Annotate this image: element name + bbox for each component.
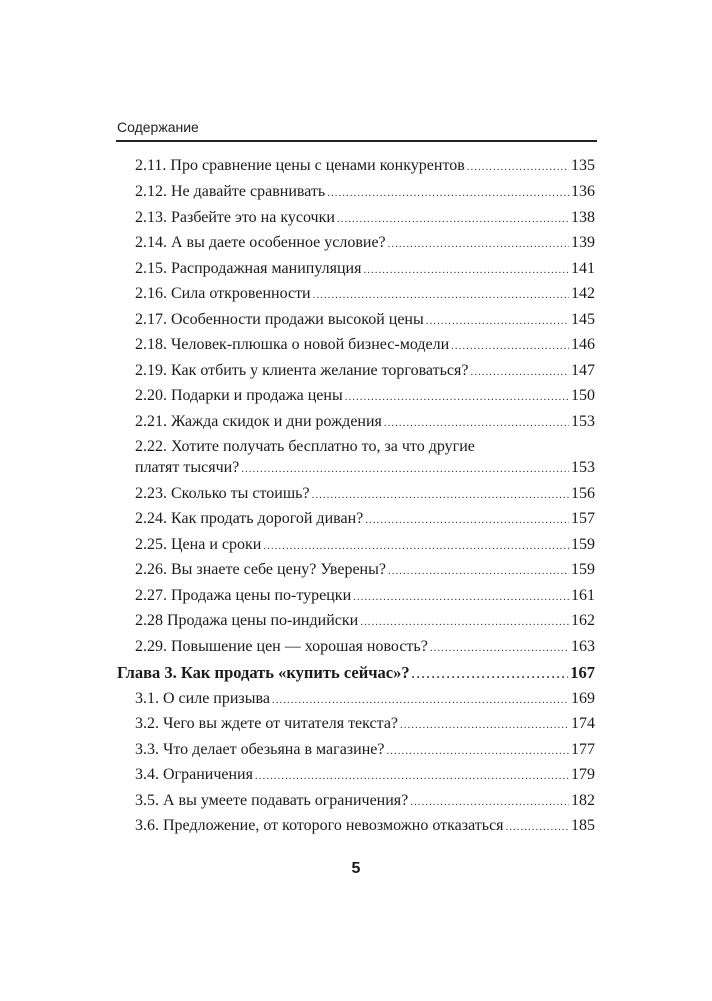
toc-entry-title: 2.17. Особенности продажи высокой цены: [135, 311, 424, 328]
toc-entry[interactable]: [135, 816, 595, 836]
leader-dots: [365, 509, 569, 529]
toc-entry-title: 3.4. Ограничения: [135, 766, 253, 783]
toc-entry-page: 146: [571, 336, 595, 353]
toc-entry-page: 182: [571, 792, 595, 809]
leader-dots: [451, 335, 569, 355]
toc-entry[interactable]: [135, 689, 595, 709]
leader-dots: [426, 310, 569, 330]
toc-chapter-title: Глава 3. Как продать «купить сейчас»?: [117, 663, 410, 682]
toc-entry-title: 2.14. А вы даете особенное условие?: [135, 234, 386, 251]
leader-dots: [384, 412, 569, 432]
toc-entry-title-line1: 2.22. Хотите получать бесплатно то, за что другие: [135, 438, 475, 455]
toc-entry[interactable]: [135, 740, 595, 760]
toc-entry[interactable]: [135, 386, 595, 406]
toc-entry-title: 2.20. Подарки и продажа цены: [135, 387, 343, 404]
leader-dots: [360, 611, 569, 631]
toc-entry-title: 2.12. Не давайте сравнивать: [135, 183, 326, 200]
toc-entry-title: 2.16. Сила откровенности: [135, 285, 311, 302]
toc-entry-page: 161: [571, 587, 595, 604]
toc-entry-title: 2.19. Как отбить у клиента желание торговаться?: [135, 362, 469, 379]
toc-entry-title: платят тысячи?: [135, 459, 240, 476]
toc-entry-page: 135: [571, 157, 595, 174]
toc-entry-title: 2.25. Цена и сроки: [135, 536, 262, 553]
toc-entry[interactable]: [135, 535, 595, 555]
toc-entry-page: 141: [571, 260, 595, 277]
toc-entry-title: 2.29. Повышение цен — хорошая новость?: [135, 638, 428, 655]
toc-entry[interactable]: [135, 509, 595, 529]
toc-entry-title: 2.27. Продажа цены по-турецки: [135, 587, 352, 604]
leader-dots: [312, 484, 569, 504]
leader-dots: [467, 156, 569, 176]
toc-entry-page: 162: [571, 612, 595, 629]
leader-dots: [345, 386, 569, 406]
toc-entry-page: 156: [571, 485, 595, 502]
toc-entry[interactable]: [135, 310, 595, 330]
toc-entry[interactable]: [135, 637, 595, 657]
leader-dots: [327, 182, 569, 202]
toc-entry-page: 147: [571, 362, 595, 379]
leader-dots: [386, 740, 569, 760]
toc-entry-title: 2.13. Разбейте это на кусочки: [135, 209, 335, 226]
toc-entry[interactable]: [135, 714, 595, 734]
leader-dots: [272, 689, 569, 709]
toc-entry-title: 2.23. Сколько ты стоишь?: [135, 485, 310, 502]
leader-dots: [470, 361, 569, 381]
leader-dots: [353, 586, 569, 606]
toc-entry-title: 2.26. Вы знаете себе цену? Уверены?: [135, 561, 386, 578]
toc-entry[interactable]: [135, 233, 595, 253]
toc-entry[interactable]: [135, 560, 595, 580]
toc-entry-title: 2.11. Про сравнение цены с ценами конкурентов: [135, 157, 465, 174]
toc-entry[interactable]: [135, 335, 595, 355]
toc-entry-page: 145: [571, 311, 595, 328]
toc-entry-title: 2.15. Распродажная манипуляция: [135, 260, 362, 277]
toc-entry-page: 139: [571, 234, 595, 251]
leader-dots: [410, 791, 569, 811]
toc-entry-page: 169: [571, 690, 595, 707]
toc-entry-title: 3.2. Чего вы ждете от читателя текста?: [135, 715, 399, 732]
toc-entry-page: 142: [571, 285, 595, 302]
leader-dots: [430, 637, 569, 657]
toc-entry-page: 177: [571, 741, 595, 758]
toc-entry-page: 153: [571, 459, 595, 476]
toc-entry[interactable]: [135, 208, 595, 228]
toc-entry-page: 174: [571, 715, 595, 732]
toc-entry-page: 136: [571, 183, 595, 200]
toc-entry-page: 159: [571, 561, 595, 578]
toc-entry-page: 163: [571, 638, 595, 655]
running-head: Содержание: [117, 119, 199, 135]
toc-chapter-page: 167: [570, 663, 595, 682]
toc-entry[interactable]: [135, 484, 595, 504]
toc-entry[interactable]: [135, 156, 595, 176]
toc-entry[interactable]: [135, 182, 595, 202]
toc-entry-page: 150: [571, 387, 595, 404]
toc-entry[interactable]: [135, 412, 595, 432]
toc-entry-page: 153: [571, 413, 595, 430]
header-rule: [116, 140, 597, 142]
toc-entry-title: 3.3. Что делает обезьяна в магазине?: [135, 741, 385, 758]
toc-entry[interactable]: [135, 284, 595, 304]
toc-entry[interactable]: [135, 586, 595, 606]
toc-entry-title: 3.1. О силе призыва: [135, 690, 270, 707]
leader-dots: [255, 765, 569, 785]
toc-entry-page: 138: [571, 209, 595, 226]
toc-entry-title: 2.28 Продажа цены по-индийски: [135, 612, 359, 629]
leader-dots: [388, 560, 569, 580]
page-number: 5: [351, 860, 361, 877]
leader-dots: [337, 208, 569, 228]
toc-entry[interactable]: [135, 458, 595, 478]
toc-entry-page: 157: [571, 510, 595, 527]
toc-entry-page: 179: [571, 766, 595, 783]
toc-entry-page: 185: [571, 817, 595, 834]
leader-dots: [400, 714, 569, 734]
leader-dots: [241, 458, 569, 478]
leader-dots: [263, 535, 569, 555]
toc-entry-title: 3.6. Предложение, от которого невозможно отказаться: [135, 817, 504, 834]
toc-entry-title: 2.18. Человек-плюшка о новой бизнес-модели: [135, 336, 450, 353]
toc-entry[interactable]: [135, 765, 595, 785]
toc-entry[interactable]: [135, 791, 595, 811]
toc-entry[interactable]: [135, 611, 595, 631]
toc-entry[interactable]: [135, 259, 595, 279]
toc-entry[interactable]: [135, 361, 595, 381]
leader-dots: [388, 233, 569, 253]
toc-entry-title: 2.21. Жажда скидок и дни рождения: [135, 413, 382, 430]
leader-dots: [412, 663, 569, 683]
toc-entry-page: 159: [571, 536, 595, 553]
leader-dots: [506, 816, 569, 836]
leader-dots: [363, 259, 569, 279]
leader-dots: [313, 284, 569, 304]
toc-chapter[interactable]: [117, 663, 595, 683]
toc-entry-title: 2.24. Как продать дорогой диван?: [135, 510, 364, 527]
toc-entry-title: 3.5. А вы умеете подавать ограничения?: [135, 792, 409, 809]
